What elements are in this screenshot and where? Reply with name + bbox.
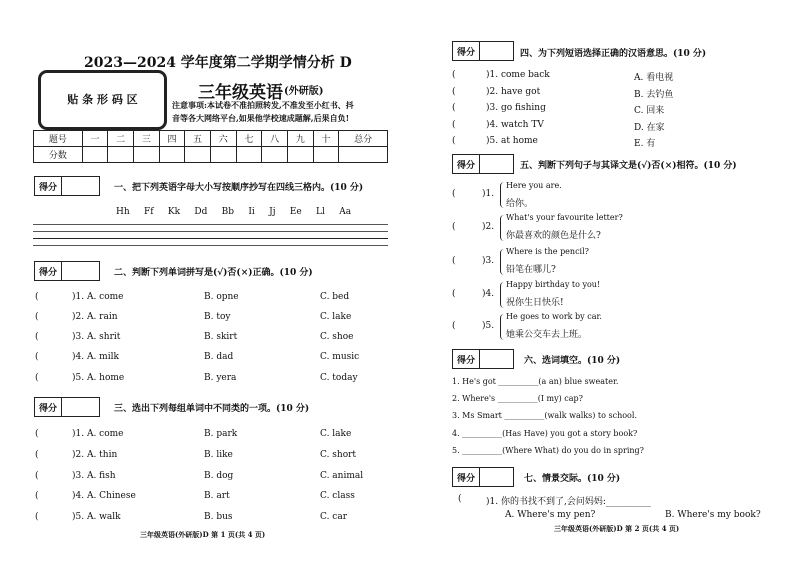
- section-7-title: 七、情景交际。(10 分): [524, 474, 621, 484]
- question-item: )1. A. come: [72, 292, 124, 302]
- question-item: )4. A. Chinese: [72, 491, 136, 501]
- fill-blank-question[interactable]: 2. Where's __________(I my) cap?: [452, 394, 583, 403]
- option-b: B. Where's my book?: [665, 510, 761, 520]
- score-box-label: 得分: [453, 468, 480, 486]
- letter-pair: Ii: [248, 207, 255, 217]
- notice-line-1: 注意事项:本试卷不准拍照转发,不准发至小红书、抖: [172, 100, 354, 110]
- phrase-item: )4. watch TV: [486, 120, 544, 130]
- score-box-blank[interactable]: [62, 398, 99, 416]
- answer-paren[interactable]: (: [452, 256, 456, 266]
- score-box-blank[interactable]: [480, 350, 513, 368]
- meaning-option: A. 看电视: [634, 73, 674, 83]
- answer-paren[interactable]: (: [35, 292, 39, 302]
- option-b: B. opne: [204, 292, 239, 302]
- answer-paren[interactable]: (: [452, 136, 456, 146]
- grid-line: [33, 238, 388, 239]
- score-input-cell[interactable]: [108, 147, 134, 163]
- section-4-title: 四、为下列短语选择正确的汉语意思。(10 分): [520, 49, 707, 59]
- option-b: B. skirt: [204, 332, 238, 342]
- situation-question: )1. 你的书找不到了,会问妈妈:__________: [486, 497, 651, 507]
- score-box-label: 得分: [35, 398, 62, 416]
- english-sentence: He goes to work by car.: [506, 312, 602, 321]
- fill-blank-question[interactable]: 4. __________(Has Have) you got a story book?: [452, 429, 638, 438]
- option-c: C. short: [320, 450, 357, 460]
- option-c: C. today: [320, 373, 358, 383]
- question-item: )2. A. thin: [72, 450, 118, 460]
- option-b: B. park: [204, 429, 238, 439]
- score-input-cell[interactable]: [210, 147, 236, 163]
- answer-paren[interactable]: (: [35, 373, 39, 383]
- score-box-7: [452, 467, 514, 487]
- score-cell: 二: [108, 131, 134, 147]
- letter-pair: Ee: [289, 207, 302, 217]
- option-c: C. lake: [320, 312, 352, 322]
- question-item: )2. A. rain: [72, 312, 118, 322]
- score-cell: 十: [313, 131, 339, 147]
- section-2-title: 二、判断下列单词拼写是(√)否(×)正确。(10 分): [114, 268, 313, 278]
- question-item: )5. A. walk: [72, 512, 121, 522]
- edition-label: (外研版): [284, 86, 324, 97]
- answer-paren[interactable]: (: [35, 312, 39, 322]
- letter-pair: Dd: [194, 207, 208, 217]
- question-item: )5. A. home: [72, 373, 125, 383]
- letter-pair: Bb: [221, 207, 235, 217]
- score-input-cell[interactable]: [185, 147, 211, 163]
- grid-line: [33, 245, 388, 246]
- english-sentence: What's your favourite letter?: [506, 213, 623, 222]
- score-table: [33, 130, 388, 163]
- answer-paren[interactable]: (: [35, 450, 39, 460]
- score-cell: 八: [262, 131, 288, 147]
- score-cell: 三: [134, 131, 160, 147]
- answer-paren[interactable]: (: [452, 222, 456, 232]
- answer-paren[interactable]: (: [458, 494, 462, 504]
- score-cell: 题号: [34, 131, 83, 147]
- question-number: )2.: [482, 222, 495, 232]
- score-input-cell[interactable]: [82, 147, 108, 163]
- exam-title: 2023—2024 学年度第二学期学情分析 D: [84, 55, 352, 71]
- answer-paren[interactable]: (: [35, 471, 39, 481]
- sticker-label: 贴 条 形 码 区: [67, 93, 138, 106]
- score-table-score-row: [34, 147, 388, 163]
- score-box-4: [452, 41, 514, 61]
- answer-paren[interactable]: (: [452, 289, 456, 299]
- answer-paren[interactable]: (: [35, 491, 39, 501]
- grid-line: [33, 231, 388, 232]
- answer-paren[interactable]: (: [35, 332, 39, 342]
- section-5-title: 五、判断下列句子与其译文是(√)否(×)相符。(10 分): [520, 161, 737, 171]
- chinese-translation: 她乘公交车去上班。: [506, 330, 588, 340]
- fill-blank-question[interactable]: 3. Ms Smart __________(walk walks) to school.: [452, 411, 637, 420]
- section-1-title: 一、把下列英语字母大小写按顺序抄写在四线三格内。(10 分): [114, 183, 364, 193]
- score-box-label: 得分: [453, 42, 480, 60]
- letter-row: [116, 207, 351, 217]
- meaning-option: C. 回来: [634, 106, 665, 116]
- score-table-header-row: [34, 131, 388, 147]
- option-c: C. bed: [320, 292, 350, 302]
- score-box-label: 得分: [35, 177, 62, 195]
- score-cell: 七: [236, 131, 262, 147]
- question-item: )3. A. fish: [72, 471, 116, 481]
- brace: [500, 282, 504, 308]
- option-c: C. shoe: [320, 332, 354, 342]
- grid-line: [33, 224, 388, 225]
- answer-paren[interactable]: (: [452, 70, 456, 80]
- score-input-cell[interactable]: [236, 147, 262, 163]
- score-cell: 一: [82, 131, 108, 147]
- option-b: B. dog: [204, 471, 234, 481]
- letter-pair: Kk: [167, 207, 181, 217]
- brace: [500, 182, 504, 208]
- option-b: B. art: [204, 491, 230, 501]
- option-c: C. animal: [320, 471, 364, 481]
- score-cell: 六: [210, 131, 236, 147]
- brace: [500, 249, 504, 275]
- chinese-translation: 铅笔在哪儿?: [506, 265, 556, 275]
- score-box-blank[interactable]: [480, 155, 513, 173]
- score-row-label: 分数: [34, 147, 83, 163]
- option-b: B. yera: [204, 373, 237, 383]
- fill-blank-question[interactable]: 5. __________(Where What) do you do in spring?: [452, 446, 644, 455]
- letter-pair: Aa: [339, 207, 352, 217]
- letter-pair: Ff: [143, 207, 154, 217]
- letter-pair: Jj: [269, 207, 276, 217]
- score-box-blank[interactable]: [62, 177, 99, 195]
- score-box-label: 得分: [453, 350, 480, 368]
- chinese-translation: 你最喜欢的颜色是什么?: [506, 231, 601, 241]
- option-b: B. toy: [204, 312, 231, 322]
- score-box-blank[interactable]: [480, 42, 513, 60]
- question-item: )1. A. come: [72, 429, 124, 439]
- score-box-blank[interactable]: [480, 468, 513, 486]
- meaning-option: B. 去钓鱼: [634, 90, 674, 100]
- answer-paren[interactable]: (: [452, 120, 456, 130]
- score-box-blank[interactable]: [62, 262, 99, 280]
- question-number: )3.: [482, 256, 495, 266]
- footer-right: 三年级英语(外研版)D 第 2 页(共 4 页): [554, 524, 680, 533]
- section-6-title: 六、选词填空。(10 分): [524, 356, 621, 366]
- option-c: C. lake: [320, 429, 352, 439]
- letter-pair: Hh: [116, 207, 130, 217]
- phrase-item: )2. have got: [486, 87, 541, 97]
- answer-paren[interactable]: (: [35, 352, 39, 362]
- score-input-cell[interactable]: [339, 147, 388, 163]
- question-number: )5.: [482, 321, 495, 331]
- brace: [500, 215, 504, 241]
- score-box-3: [34, 397, 100, 417]
- option-c: C. class: [320, 491, 355, 501]
- option-b: B. bus: [204, 512, 233, 522]
- option-b: B. dad: [204, 352, 234, 362]
- answer-paren[interactable]: (: [452, 189, 456, 199]
- letter-pair: Ll: [316, 207, 325, 217]
- fill-blank-question[interactable]: 1. He's got __________(a an) blue sweater.: [452, 377, 619, 386]
- score-input-cell[interactable]: [262, 147, 288, 163]
- phrase-item: )3. go fishing: [486, 103, 546, 113]
- score-box-1: [34, 176, 100, 196]
- score-box-2: [34, 261, 100, 281]
- score-cell: 五: [185, 131, 211, 147]
- answer-paren[interactable]: (: [452, 87, 456, 97]
- answer-paren[interactable]: (: [35, 429, 39, 439]
- subject-title: 三年级英语: [198, 83, 283, 103]
- chinese-translation: 给你。: [506, 199, 534, 209]
- score-box-6: [452, 349, 514, 369]
- chinese-translation: 祝你生日快乐!: [506, 298, 564, 308]
- phrase-item: )5. at home: [486, 136, 538, 146]
- english-sentence: Where is the pencil?: [506, 247, 589, 256]
- score-input-cell[interactable]: [313, 147, 339, 163]
- score-box-label: 得分: [35, 262, 62, 280]
- english-sentence: Here you are.: [506, 181, 562, 190]
- score-box-label: 得分: [453, 155, 480, 173]
- question-item: )4. A. milk: [72, 352, 119, 362]
- question-number: )1.: [482, 189, 495, 199]
- score-input-cell[interactable]: [134, 147, 160, 163]
- option-c: C. car: [320, 512, 347, 522]
- score-box-5: [452, 154, 514, 174]
- score-cell: 总分: [339, 131, 388, 147]
- phrase-item: )1. come back: [486, 70, 550, 80]
- footer-left: 三年级英语(外研版)D 第 1 页(共 4 页): [140, 530, 266, 539]
- notice-line-2: 音等各大网络平台,如果他学校速成题解,后果自负!: [172, 113, 350, 123]
- section-3-title: 三、选出下列每组单词中不同类的一项。(10 分): [114, 404, 310, 414]
- barcode-sticker-area: [38, 70, 167, 130]
- option-a: A. Where's my pen?: [505, 510, 596, 520]
- option-c: C. music: [320, 352, 360, 362]
- answer-paren[interactable]: (: [452, 321, 456, 331]
- english-sentence: Happy birthday to you!: [506, 280, 601, 289]
- option-b: B. like: [204, 450, 233, 460]
- brace: [500, 314, 504, 340]
- score-input-cell[interactable]: [287, 147, 313, 163]
- score-cell: 四: [159, 131, 185, 147]
- score-cell: 九: [287, 131, 313, 147]
- answer-paren[interactable]: (: [35, 512, 39, 522]
- answer-paren[interactable]: (: [452, 103, 456, 113]
- score-input-cell[interactable]: [159, 147, 185, 163]
- meaning-option: E. 有: [634, 139, 656, 149]
- question-item: )3. A. shrit: [72, 332, 121, 342]
- meaning-option: D. 在家: [634, 123, 665, 133]
- question-number: )4.: [482, 289, 495, 299]
